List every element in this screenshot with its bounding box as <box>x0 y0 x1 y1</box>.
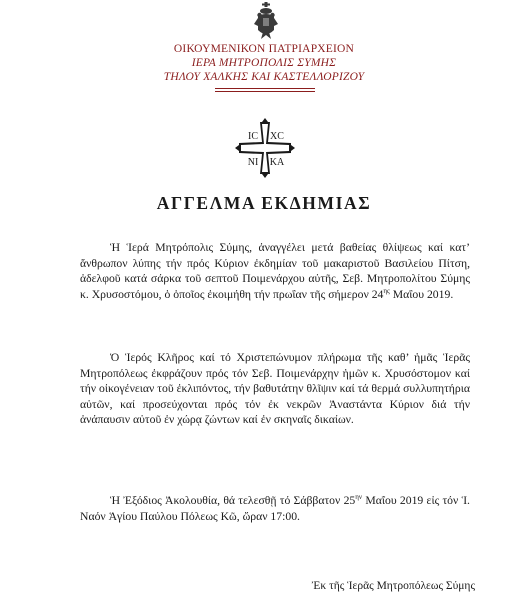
funeral-service-paragraph <box>80 493 470 524</box>
cross-monogram-icon <box>235 118 295 178</box>
monogram-tr: XC <box>270 131 284 142</box>
paragraph-text-tail: Μαΐου 2019 εἰς τόν Ἱ. Ναόν Ἁγίου Παύλου Πόλεως Κῶ, ὥραν 17:00. <box>80 494 470 523</box>
double-headed-eagle-crest-icon <box>254 2 278 40</box>
condolences-paragraph <box>80 350 470 428</box>
monogram-br: KA <box>269 157 285 168</box>
header-divider <box>215 88 315 89</box>
header-divider <box>215 91 315 92</box>
ordinal-suffix: ης <box>383 286 390 295</box>
header-islands: ΤΗΛΟΥ ΧΑΛΚΗΣ ΚΑΙ ΚΑΣΤΕΛΛΟΡΙΖΟΥ <box>163 71 365 83</box>
paragraph-text: Ἡ Ἱερά Μητρόπολις Σύμης, ἀναγγέλει μετά βαθείας θλίψεως καί κατ’ ἄνθρωπον λύπης τήν πρός Κύριον ἐκδημίαν τοῦ μακαριστοῦ Βασιλείου Πίτση, ἀδελφοῦ κατά σάρκα τοῦ σεπτοῦ Ποιμενάρχου αὐτῆς, Σεβ. Μητροπολίτου Σύμης κ. Χρυσοστόμου, ὁ ὁποῖος ἐκοιμήθη τήν πρωΐαν τῆς σήμερον 24 <box>80 241 470 301</box>
header-metropolis: ΙΕΡΑ ΜΗΤΡΟΠΟΛΙΣ ΣΥΜΗΣ <box>191 57 337 69</box>
document-title: ΑΓΓΕΛΜΑ ΕΚΔΗΜΙΑΣ <box>156 193 372 213</box>
paragraph-text: Ὁ Ἱερός Κλῆρος καί τό Χριστεπώνυμον πλήρωμα τῆς καθ’ ἡμᾶς Ἱερᾶς Μητροπόλεως ἐκφράζουν πρός τόν Σεβ. Ποιμενάρχην ἡμῶν κ. Χρυσόστομον καί τήν οἰκογένειαν τοῦ ἐκλιπόντος, τήν βαθυτάτην θλῖψιν καί τά θερμά συλλυπητήρια αὐτῶν, καί προσεύχονται πρός τόν ἐκ νεκρῶν Ἀναστάντα Κύριον διά τήν ἀνάπαυσιν αὐτοῦ ἐν χώρᾳ ζώντων καί ἐν σκηναῖς δικαίων. <box>80 351 470 427</box>
monogram-bl: NI <box>247 157 259 168</box>
ordinal-suffix: ην <box>355 493 363 502</box>
paragraph-text: Ἡ Ἐξόδιος Ἀκολουθία, θά τελεσθῇ τό Σάββατον 25 <box>110 494 356 507</box>
announcement-paragraph <box>80 240 470 302</box>
header-patriarchate: ΟΙΚΟΥΜΕΝΙΚΟΝ ΠΑΤΡΙΑΡΧΕΙΟΝ <box>173 43 355 55</box>
paragraph-text-tail: Μαΐου 2019. <box>389 287 454 301</box>
monogram-tl: IC <box>248 131 258 142</box>
signature-line: Ἐκ τῆς Ἱερᾶς Μητροπόλεως Σύμης <box>311 580 475 592</box>
